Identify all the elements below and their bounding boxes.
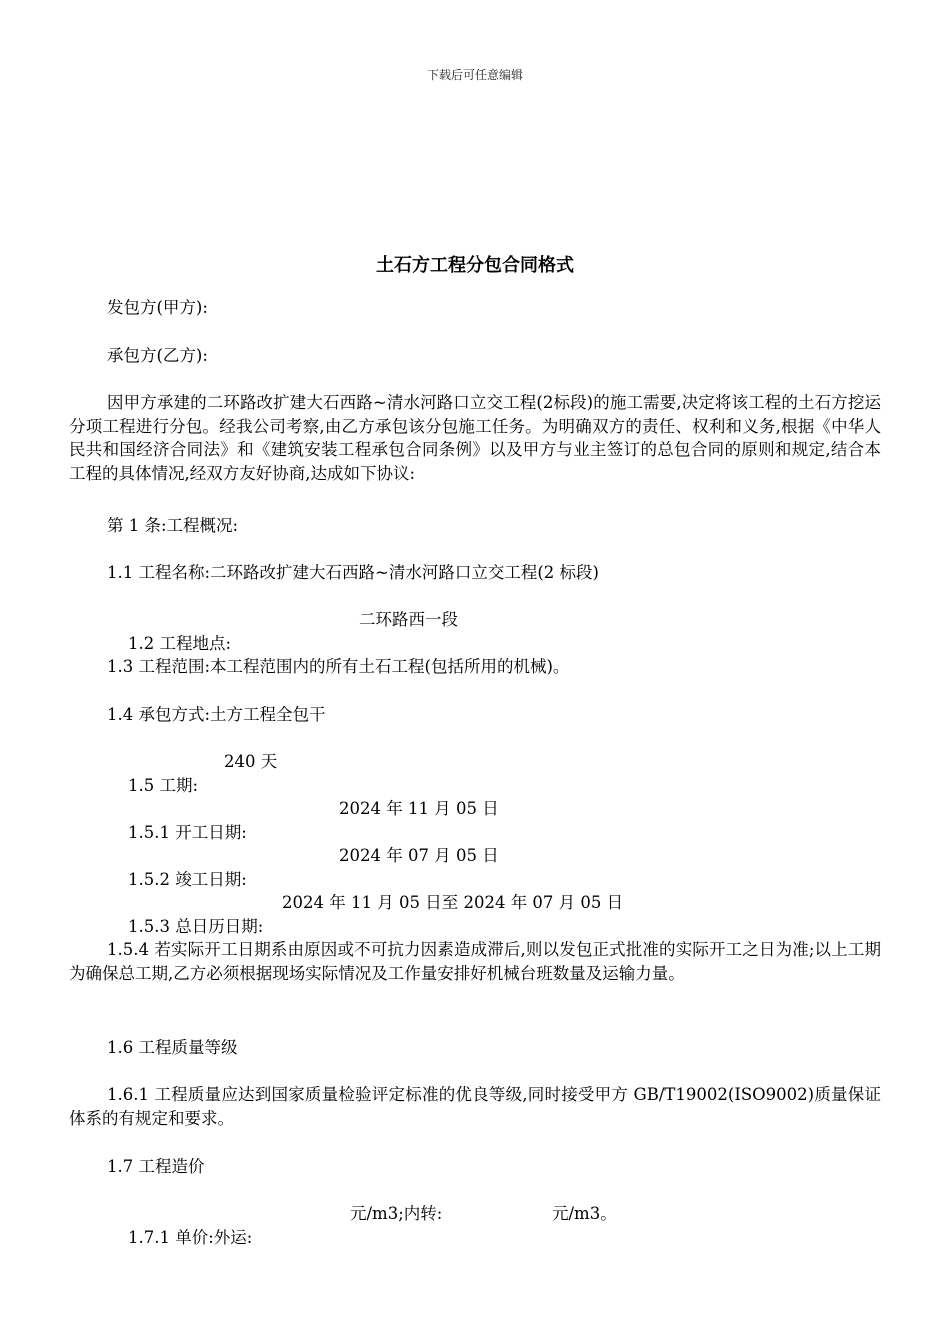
party-a-label: 发包方(甲方): [107, 298, 208, 317]
start-date-label: 1.5.1 开工日期: [127, 822, 247, 842]
total-period-label: 1.5.3 总日历日期: [127, 916, 264, 936]
document-title: 土石方工程分包合同格式 [376, 255, 574, 276]
delay-clause: 1.5.4 若实际开工日期系由原因或不可抗力因素造成滞后,则以发包正式批准的实际开工之日为准;以上工期为确保总工期,乙方必须根据现场实际情况及工作量安排好机械台班数量及运输力量。 [69, 940, 881, 983]
intro-paragraph: 因甲方承建的二环路改扩建大石西路~清水河路口立交工程(2标段)的施工需要,决定将该工程的土石方挖运分项工程进行分包。经我公司考察,由乙方承包该分包施工任务。为明确双方的责任、权利和义务,根据《中华人民共和国经济合同法》和《建筑安装工程承包合同条例》以及甲方与业主签订的总包合同的原则和规定,结合本工程的具体情况,经双方友好协商,达成如下协议: [69, 393, 881, 483]
quality-heading: 1.6 工程质量等级 [107, 1038, 238, 1057]
party-b-label: 承包方(乙方): [107, 346, 208, 365]
duration-value: 240 天 [224, 752, 278, 771]
unit-price-line [107, 1202, 807, 1320]
article1-heading: 第 1 条:工程概况: [107, 516, 239, 535]
end-date-value: 2024 年 07 月 05 日 [339, 846, 499, 865]
header-note: 下载后可任意编辑 [426, 68, 523, 82]
end-date-label: 1.5.2 竣工日期: [127, 869, 247, 889]
quality-clause: 1.6.1 工程质量应达到国家质量检验评定标准的优良等级,同时接受甲方 GB/T19002(ISO9002)质量保证体系的有规定和要求。 [69, 1085, 881, 1128]
start-date-value: 2024 年 11 月 05 日 [339, 799, 499, 818]
location-value: 二环路西一段 [359, 610, 458, 629]
total-period-value: 2024 年 11 月 05 日至 2024 年 07 月 05 日 [282, 893, 624, 912]
unit-price-outbound-unit: 元/m3;内转: [350, 1204, 443, 1223]
scope-line: 1.3 工程范围:本工程范围内的所有土石工程(包括所用的机械)。 [107, 657, 570, 676]
location-label: 1.2 工程地点: [127, 633, 232, 653]
contract-mode-line: 1.4 承包方式:土方工程全包干 [107, 705, 326, 724]
unit-price-internal-unit: 元/m3。 [552, 1204, 617, 1223]
duration-label: 1.5 工期: [127, 775, 199, 795]
unit-price-label: 1.7.1 单价:外运: [127, 1227, 253, 1247]
cost-heading: 1.7 工程造价 [107, 1157, 205, 1176]
project-name-line: 1.1 工程名称:二环路改扩建大石西路~清水河路口立交工程(2 标段) [107, 563, 599, 582]
